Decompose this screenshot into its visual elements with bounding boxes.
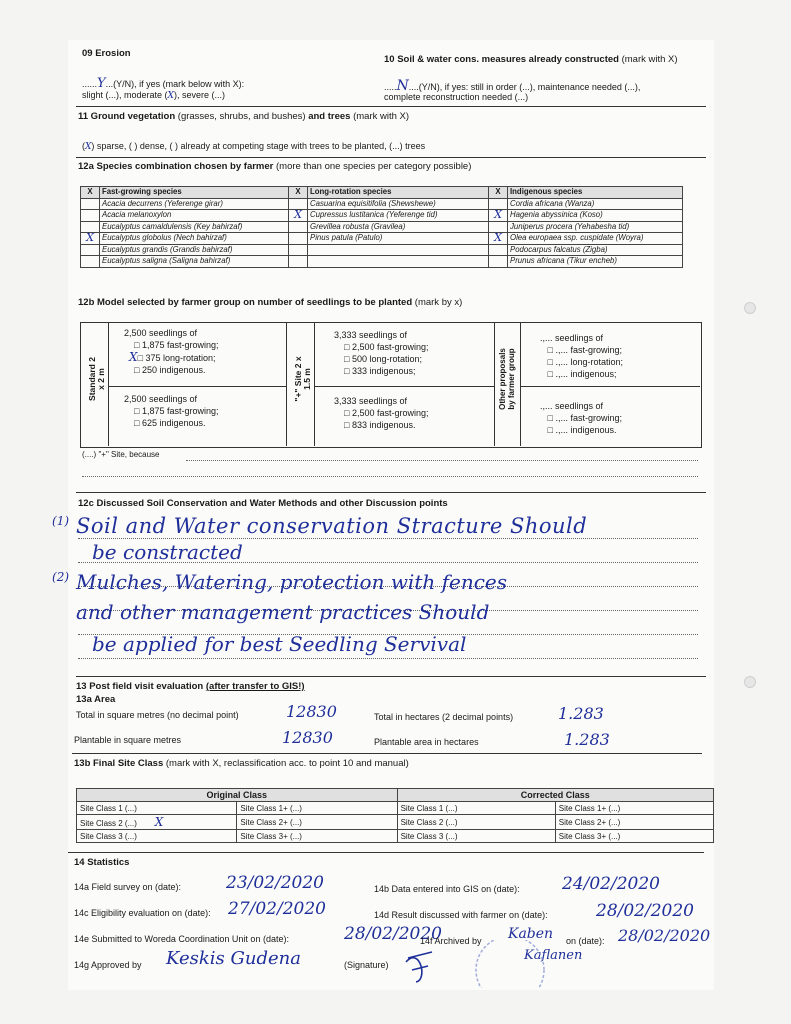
archived-label: 14f Archived by (420, 936, 482, 946)
site-class-cell: Site Class 2 (...) (397, 815, 555, 830)
std-option-b: 2,500 seedlings of □ 1,875 fast-growing; □ 625 indigenous. (124, 394, 219, 428)
indig-mark: X (489, 233, 508, 245)
woreda-label: 14e Submitted to Woreda Coordination Unit on (date): (74, 934, 289, 944)
divider (520, 386, 700, 387)
indig-species: Cordia africana (Wanza) (508, 198, 683, 210)
fast-header: Fast-growing species (100, 187, 289, 199)
dotted-line (78, 538, 698, 539)
corrected-class-header: Corrected Class (397, 789, 713, 802)
archived-date-label: on (date): (566, 936, 605, 946)
area-title: 13a Area (76, 694, 116, 705)
discussion-line: be applied for best Seedling Servival (92, 632, 467, 656)
soil-water-line1: .....N....(Y/N), if yes: still in order (...), maintenance needed (...), (384, 78, 641, 94)
final-class-title: 13b Final Site Class (mark with X, reclassification acc. to point 10 and manual) (74, 758, 409, 769)
gis-label: 14b Data entered into GIS on (date): (374, 884, 520, 894)
approved-label: 14g Approved by (74, 960, 142, 970)
ground-veg-title: 11 Ground vegetation (grasses, shrubs, and bushes) and trees (mark with X) (78, 111, 410, 122)
other-option-b: .,... seedlings of □ .,... fast-growing; □ .,... indigenous. (540, 401, 622, 435)
site-class-cell: Site Class 3 (...) (397, 830, 555, 843)
divider (314, 386, 494, 387)
site-class-cell: Site Class 1 (...) (397, 802, 555, 815)
divider (76, 676, 706, 677)
model-title: 12b Model selected by farmer group on number of seedlings to be planted (mark by x) (78, 297, 463, 308)
discussion-line: and other management practices Should (76, 600, 490, 624)
col-x: X (289, 187, 308, 199)
punch-hole-top (744, 302, 756, 314)
discussion-title: 12c Discussed Soil Conservation and Water Methods and other Discussion points (78, 498, 448, 509)
divider (108, 322, 109, 446)
plant-ha-label: Plantable area in hectares (374, 737, 479, 747)
discussion-line: Mulches, Watering, protection with fences (76, 570, 508, 594)
result-label: 14d Result discussed with farmer on (date): (374, 910, 548, 920)
result-date: 28/02/2020 (596, 901, 694, 921)
signature-label: (Signature) (344, 960, 389, 970)
site-class-cell: Site Class 2 (...) X (77, 815, 237, 830)
fast-species: Eucalyptus camaldulensis (Key bahirzaf) (100, 221, 289, 233)
site-class-cell: Site Class 2+ (...) (237, 815, 397, 830)
divider (76, 106, 706, 107)
site-class-cell: Site Class 3+ (...) (237, 830, 397, 843)
plant-sqm-label: Plantable in square metres (74, 735, 182, 745)
plant-ha-value: 1.283 (564, 730, 610, 749)
total-ha-value: 1.283 (558, 704, 604, 723)
site-class-cell: Site Class 1 (...) (77, 802, 237, 815)
post-visit-title: 13 Post field visit evaluation (after transfer to GIS!) (76, 681, 305, 692)
total-ha-label: Total in hectares (2 decimal points) (374, 712, 514, 722)
col-x: X (81, 187, 100, 199)
site-class-cell: Site Class 2+ (...) (555, 815, 713, 830)
signature-and-stamp (398, 940, 558, 988)
divider (494, 322, 495, 446)
other-proposals-label: Other proposals by farmer group (498, 348, 516, 410)
site-class-cell: Site Class 1+ (...) (555, 802, 713, 815)
discussion-line: be constracted (92, 540, 243, 564)
ground-veg-options: (X) sparse, ( ) dense, ( ) already at competing stage with trees to be planted, (...) trees (82, 141, 426, 152)
total-sqm-label: Total in square metres (no decimal point) (76, 710, 239, 720)
plus-option-a: 3,333 seedlings of □ 2,500 fast-growing; □ 500 long-rotation; □ 333 indigenous; (334, 330, 429, 376)
long-mark: X (289, 210, 308, 222)
discussion-marker-2: (2) (52, 570, 70, 584)
plus-site-label: "+" Site 2 x 1.5 m (293, 356, 312, 402)
long-species: Casuarina equisitifolia (Shewshewe) (308, 198, 489, 210)
eligibility-label: 14c Eligibility evaluation on (date): (74, 908, 211, 918)
dotted-line (78, 658, 698, 659)
total-sqm-value: 12830 (286, 702, 337, 721)
std-option-a: 2,500 seedlings of □ 1,875 fast-growing; X□ 375 long-rotation; □ 250 indigenous. (124, 328, 219, 375)
indig-species: Juniperus procera (Yehabesha tid) (508, 221, 683, 233)
species-table (80, 186, 683, 268)
stats-title: 14 Statistics (74, 857, 130, 868)
approved-by: Keskis Gudena (166, 948, 301, 969)
woreda-date: 28/02/2020 (344, 924, 442, 944)
survey-label: 14a Field survey on (date): (74, 882, 182, 892)
archived-date: 28/02/2020 (618, 926, 711, 945)
soil-water-line2: complete reconstruction needed (...) (384, 92, 529, 102)
divider (286, 322, 287, 446)
fast-species: Acacia decurrens (Yeferenge girar) (100, 198, 289, 210)
divider (314, 322, 315, 446)
divider (76, 492, 706, 493)
discussion-marker-1: (1) (52, 514, 70, 528)
long-species: Grevillea robusta (Gravilea) (308, 221, 489, 233)
indig-species: Hagenia abyssinica (Koso) (508, 210, 683, 222)
erosion-title: 09 Erosion (82, 48, 131, 59)
archived-by: Kaben (508, 926, 554, 942)
col-x: X (489, 187, 508, 199)
long-header: Long-rotation species (308, 187, 489, 199)
gis-date: 24/02/2020 (562, 874, 660, 894)
divider (108, 386, 286, 387)
site-class-table (76, 788, 714, 843)
divider (68, 852, 704, 853)
original-class-header: Original Class (77, 789, 398, 802)
fast-species: Acacia melanoxylon (100, 210, 289, 222)
indig-species: Olea europaea ssp. cuspidate (Woyra) (508, 233, 683, 245)
dotted-line (82, 476, 698, 477)
plus-option-b: 3,333 seedlings of □ 2,500 fast-growing; □ 833 indigenous. (334, 396, 429, 430)
indig-header: Indigenous species (508, 187, 683, 199)
indig-species: Podocarpus falcatus (Zigba) (508, 244, 683, 256)
archived-name: Kaflanen (524, 948, 583, 963)
indig-species: Prunus africana (Tikur encheb) (508, 256, 683, 268)
divider (72, 753, 702, 754)
erosion-question: ......Y...(Y/N), if yes (mark below with X): (82, 76, 245, 91)
site-class-cell: Site Class 1+ (...) (237, 802, 397, 815)
indig-mark: X (489, 210, 508, 222)
long-species: Cupressus lustitanica (Yeferenge tid) (308, 210, 489, 222)
divider (76, 157, 706, 158)
fast-species: Eucalyptus grandis (Grandis bahirzaf) (100, 244, 289, 256)
long-species: Pinus patula (Patulo) (308, 233, 489, 245)
dotted-line (186, 460, 698, 461)
divider (520, 322, 521, 446)
other-option-a: .,... seedlings of □ .,... fast-growing; □ .,... long-rotation; □ .,... indigenous; (540, 333, 623, 379)
soil-water-title: 10 Soil & water cons. measures already constructed (mark with X) (384, 54, 678, 65)
survey-date: 23/02/2020 (226, 873, 324, 893)
fast-species: Eucalyptus globolus (Nech bahirzaf) (100, 233, 289, 245)
standard-label: Standard 2 x 2 m (87, 357, 106, 401)
fast-species: Eucalyptus saligna (Saligna bahirzaf) (100, 256, 289, 268)
form-sheet (52, 40, 714, 990)
site-class-cell: Site Class 3 (...) (77, 830, 237, 843)
species-title: 12a Species combination chosen by farmer (more than one species per category possible) (78, 161, 472, 172)
fast-mark: X (81, 233, 100, 245)
plus-site-because: (....) "+" Site, because (82, 450, 160, 459)
eligibility-date: 27/02/2020 (228, 899, 326, 919)
site-class-cell: Site Class 3+ (...) (555, 830, 713, 843)
discussion-line: Soil and Water conservation Stracture Should (76, 514, 588, 538)
plant-sqm-value: 12830 (282, 728, 333, 747)
erosion-levels: slight (...), moderate (X), severe (...) (82, 90, 225, 101)
punch-hole-bottom (744, 676, 756, 688)
